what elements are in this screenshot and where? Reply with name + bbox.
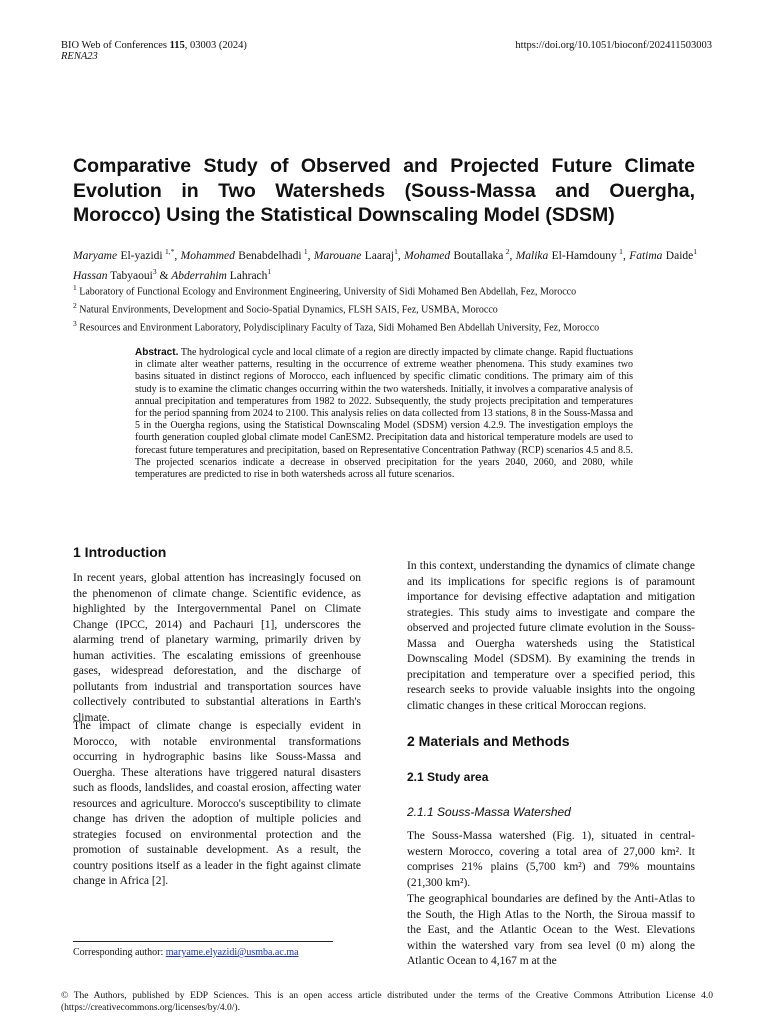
doi-link[interactable]: https://doi.org/10.1051/bioconf/202411503003 xyxy=(515,40,712,51)
subsubsection-heading-souss-massa: 2.1.1 Souss-Massa Watershed xyxy=(407,805,571,819)
author: Fatima Daide$^1$ xyxy=(629,247,698,262)
abstract-label: Abstract. xyxy=(135,347,179,358)
abstract-text: The hydrological cycle and local climate of a region are directly impacted by climate change. Rapid fluctuations in climate alter weather patterns, resulting in the occurrence of extreme weather phenomena. This study examines two basins situated in distinct regions of Morocco, each influenced by specific climatic conditions. The primary aim of this study is to examine the climatic changes occurring within the two watersheds. Initially, it involves a comparative analysis of annual precipitation and temperatures from 1982 to 2022. Subsequently, the study projects precipitation and temperatures for the period spanning from 2024 to 2100. This analysis relies on data collected from 13 stations, 8 in the Souss-Massa and 5 in the Ouergha regions, using the Statistical Downscaling Model (SDSM) version 4.2.9. The investigation employs the fourth generation coupled global climate model CanESM2. Precipitation data and historical temperature models are used to forecast future temperatures and precipitation, based on Representative Concentration Pathway (RCP) scenarios 4.5 and 8.5. The projected scenarios indicate a decrease in observed precipitation for the years 2040, 2060, and 2080, while temperatures are predicted to rise in both watersheds across all future scenarios. xyxy=(135,347,633,481)
author: Mohammed Benabdelhadi $^1$, xyxy=(180,247,314,262)
section-heading-introduction: 1 Introduction xyxy=(73,544,167,560)
methods-paragraph-2: The geographical boundaries are defined by the Anti-Atlas to the South, the High Atlas to the North, the Siroua massif to the East, and the Atlantic Ocean to the West. Elevations within the watershed vary from sea level (0 m) along the Atlantic Ocean to 4,167 m at the xyxy=(407,893,695,967)
intro-paragraph-2: The impact of climate change is especially evident in Morocco, with notable environmental transformations occurring in hydrographic basins like Souss-Massa and Ouergha. These alterations have triggered natural disasters such as floods, landslides, and coastal erosion, affecting water resources and agriculture. Morocco's susceptibility to climate change has driven the adoption of multiple policies and strategies focused on environmental protection and the promotion of sustainable development. As a result, the country positions itself as a leader in the fight against climate change in Africa [2]. xyxy=(73,720,361,887)
affiliation: $^1$ Laboratory of Functional Ecology and Environment Engineering, University of Sidi Mohamed Ben Abdellah, Fez, Morocco xyxy=(73,283,577,298)
footnote-divider xyxy=(73,941,333,942)
author: Malika El-Hamdouny $^1$, xyxy=(515,247,630,262)
affiliations xyxy=(73,281,713,334)
conference-name: RENA23 xyxy=(61,51,98,62)
intro-paragraph-1: In recent years, global attention has increasingly focused on the phenomenon of climate change. Scientific evidence, as highlighted by the Intergovernmental Panel on Climate Change (IPCC, 2014) and Pachauri [1], underscores the alarming trend of planetary warming, primarily driven by human activities. The escalating emissions of greenhouse gases, widespread deforestation, and the discharge of pollutants from industrial and transportation sources have collectively contributed to substantial alterations in Earth's climate. xyxy=(73,572,361,724)
author-email-link[interactable]: maryame.elyazidi@usmba.ac.ma xyxy=(165,947,299,958)
subsection-heading-study-area: 2.1 Study area xyxy=(407,770,489,784)
article-number: , 03003 (2024) xyxy=(184,40,247,51)
footnote-label: Corresponding author: xyxy=(73,947,166,958)
author: Hassan Tabyaoui$^3$ & xyxy=(73,266,172,282)
author: Mohamed Boutallaka $^2$, xyxy=(404,247,516,262)
author: Maryame El-yazidi $^{1,*}$, xyxy=(73,247,181,262)
section-heading-methods: 2 Materials and Methods xyxy=(407,733,570,749)
journal-volume: 115 xyxy=(169,40,185,51)
methods-paragraph-1: The Souss-Massa watershed (Fig. 1), situated in central-western Morocco, covering a total area of 27,000 km². It comprises 21% plains (5,700 km²) and 79% mountains (21,300 km²). xyxy=(407,830,695,889)
affiliation: $^3$ Resources and Environment Laboratory, Polydisciplinary Faculty of Taza, Sidi Mohamed Ben Abdellah University, Fez, Morocco xyxy=(73,318,600,333)
license-notice: © The Authors, published by EDP Sciences. This is an open access article distributed under the terms of the Creative Commons Attribution License 4.0 (https://creativecommons.org/licenses/by/4.0/). xyxy=(61,991,713,1013)
intro-paragraph-3: In this context, understanding the dynamics of climate change and its implications for specific regions is of paramount importance for devising effective adaptation and mitigation strategies. This study aims to investigate and compare the observed and projected future climate evolution in the Souss-Massa and Ouergha watersheds using the Statistical Downscaling Model (SDSM). By examining the trends in precipitation and temperature over a specified period, this research seeks to provide valuable insights into the ongoing climatic changes in these critical Moroccan regions. xyxy=(407,560,695,712)
running-header-left xyxy=(61,40,247,62)
author: Abderrahim Lahrach$^1$ xyxy=(171,266,272,282)
author-list xyxy=(73,244,697,284)
corresponding-author-note xyxy=(73,947,299,958)
author: Marouane Laaraj$^1$, xyxy=(313,247,405,262)
journal-name: BIO Web of Conferences xyxy=(61,40,167,51)
abstract xyxy=(135,347,633,481)
paper-title: Comparative Study of Observed and Projected Future Climate Evolution in Two Watersheds (Souss-Massa and Ouergha, Morocco) Using the Statistical Downscaling Model (SDSM) xyxy=(73,155,695,226)
affiliation: $^2$ Natural Environments, Development and Socio-Spatial Dynamics, FLSH SAIS, Fez, USMBA, Morocco xyxy=(73,300,498,316)
